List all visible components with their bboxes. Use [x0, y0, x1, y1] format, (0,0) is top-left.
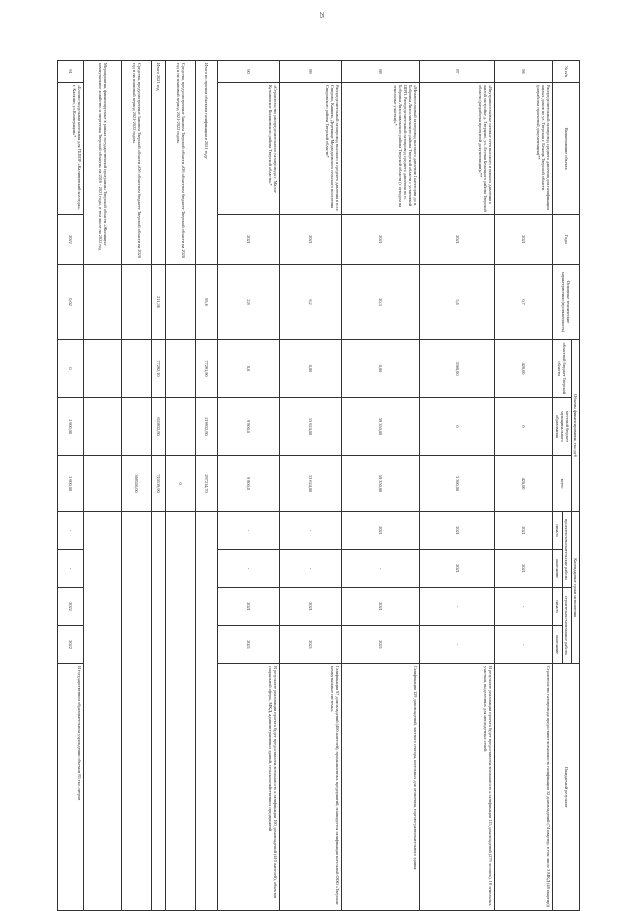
subtotal-row — [122, 61, 152, 911]
subtotal-fin-local: 219932,80 — [196, 398, 218, 456]
row-fin-subject: 0,0 — [218, 340, 280, 398]
row-num: 88 — [342, 61, 420, 83]
row-design-start: - — [280, 512, 342, 550]
row-fin-local: 9 800,0 — [218, 398, 280, 456]
row-name: «Внутрипоселковые газовые сети высокого и низкого давления к жилой застройке д. Тверцово, ул. Лесная Бежецкого района Тверской области (разработка проектной документации)»** — [420, 83, 495, 215]
header-years: Годы — [553, 215, 580, 265]
row-design-end: - — [58, 550, 84, 588]
table-row — [495, 61, 553, 911]
header-design-end: окончание — [553, 550, 562, 588]
header-fin-subject: областной бюджет Тверской области — [553, 340, 571, 398]
subtotal-fin-subject — [84, 340, 122, 398]
row-constr-start: 2022 — [58, 588, 84, 626]
subtotal-fin-local: 633832,80 — [152, 398, 166, 456]
subtotal-empty — [122, 512, 152, 911]
subtotal-fin-subject: 77281,90 — [196, 340, 218, 398]
table-row — [342, 61, 420, 911]
subtotal-empty — [152, 512, 166, 911]
row-design-start: 2021 — [342, 512, 420, 550]
row-fin-local: 0 — [495, 398, 553, 456]
subtotal-fin-local — [84, 398, 122, 456]
row-constr-start: - — [495, 588, 553, 626]
row-fin-local: 13 624,00 — [280, 398, 342, 456]
row-constr-end: - — [420, 626, 495, 664]
row-design-end: - — [342, 550, 420, 588]
subtotal-fin-local — [122, 398, 152, 456]
row-constr-end: 2021 — [342, 626, 420, 664]
row-design-end: 2021 — [420, 550, 495, 588]
row-name: Распределительный газопровод высокого и среднего давления в п.г.т. Спирово, Кашино, Деревище Медведковского сельского поселения Спировского района Тверской области* — [280, 83, 342, 215]
row-num: 87 — [420, 61, 495, 83]
row-constr-start: - — [420, 588, 495, 626]
row-specs: 5,6 — [420, 265, 495, 340]
subtotal-fin-local — [166, 398, 196, 456]
row-fin-subject: 0 — [58, 340, 84, 398]
row-fin-subject: 420,00 — [495, 340, 553, 398]
row-design-end: 2021 — [495, 550, 553, 588]
row-specs: 0,02 — [58, 265, 84, 340]
row-result: В государственном образовательном учреждении объемом 85 тыс.литров — [58, 664, 84, 911]
row-years: 2021 — [495, 215, 553, 265]
table-row — [420, 61, 495, 911]
row-fin-total: 420,00 — [495, 456, 553, 512]
header-design-start: начало — [553, 512, 562, 550]
subtotal-specs — [84, 265, 122, 340]
header-fin-local: местный бюджет муниципального образования — [553, 398, 571, 456]
row-specs: 2,8 — [218, 265, 280, 340]
row-num: 91 — [58, 61, 84, 83]
row-name: «Межпоселковый газопровод высокого давления I категории до п. Бобровка Лихославльского района Тверской области с установкой ШРП. Распределительный газопровод среднего давления по п. Бобровка Лихославльского района Тверской области (с отводом на земельные участки)»* — [342, 83, 420, 215]
gasification-table — [57, 60, 580, 911]
subtotal-label: Средства, предусмотренные Законом Тверской области «Об областном бюджете Тверской области на 2020 год и на плановый период 2021-2022 годов» — [122, 61, 152, 265]
row-specs: 0,7 — [495, 265, 553, 340]
row-specs: 20,3 — [342, 265, 420, 340]
row-years: 2021 — [420, 215, 495, 265]
row-num: 90 — [218, 61, 280, 83]
subtotal-fin-total: 368550,00 — [122, 456, 152, 512]
subtotal-specs — [166, 265, 196, 340]
header-design: проектно-изыскательские работы — [562, 512, 571, 588]
table-row — [58, 61, 84, 911]
header-fin-total: всего — [553, 456, 571, 512]
subtotal-fin-subject — [122, 340, 152, 398]
subtotal-row — [152, 61, 166, 911]
subtotal-specs: 95,6 — [196, 265, 218, 340]
row-constr-end: 2022 — [58, 626, 84, 664]
subtotal-empty — [196, 512, 218, 911]
subtotal-fin-subject: 77282,10 — [152, 340, 166, 398]
row-name: Распределительный газопровод среднего давления для газификации жилых домов по ул. Тверская г. Бежецк Тверской области (разработка проектной документации)** — [495, 83, 553, 215]
subtotal-label: Мероприятия, финансируемые в рамках государственной программы Тверской области «Жилищно-коммунальное хозяйство и энергетика Тверской области» на 2016 - 2021 годы, в том числе на 2022 год — [84, 61, 122, 265]
row-fin-total: 13 624,00 — [280, 456, 342, 512]
rotated-sheet — [60, 60, 580, 910]
row-design-end: - — [218, 550, 280, 588]
row-result: В результате реализации проекта будет предоставлена возможность к газификации 115 домовладений (279 человек), 18 земельных участков, выделенных для многодетных семей — [420, 664, 495, 911]
row-fin-total: 1 600,00 — [58, 456, 84, 512]
row-fin-subject: 0,00 — [280, 340, 342, 398]
subtotal-specs — [122, 265, 152, 340]
header-constr-start: начало — [553, 588, 562, 626]
header-name: Наименование объекта — [553, 83, 580, 215]
subtotal-fin-total: 297214,70 — [196, 456, 218, 512]
subtotal-row — [196, 61, 218, 911]
row-design-start: - — [58, 512, 84, 550]
row-constr-end: 2021 — [218, 626, 280, 664]
row-years: 2022 — [58, 215, 84, 265]
subtotal-empty — [166, 512, 196, 911]
header-finance: Объемы финансирования, тыс.руб — [571, 340, 579, 512]
row-years: 2021 — [280, 215, 342, 265]
row-fin-local: 59 350,00 — [342, 398, 420, 456]
row-specs: 6,2 — [280, 265, 342, 340]
row-result: Газификация 129 домовладений, частного сектора, котельных для отопления, торгово-развлекательного здания — [342, 664, 420, 911]
row-fin-subject: 0,00 — [342, 340, 420, 398]
subtotal-fin-total: 0 — [166, 456, 196, 512]
row-num: 89 — [280, 61, 342, 83]
row-constr-start: 2021 — [342, 588, 420, 626]
row-constr-end: 2021 — [280, 626, 342, 664]
subtotal-label: Итого 2021 год — [152, 61, 166, 265]
row-design-start: 2021 — [495, 512, 553, 550]
row-design-end: - — [280, 550, 342, 588]
subtotal-empty — [84, 512, 122, 911]
row-constr-start: 2021 — [218, 588, 280, 626]
row-fin-total: 9 800,0 — [218, 456, 280, 512]
subtotal-fin-subject — [166, 340, 196, 398]
header-schedule: Календарные сроки исполнения — [571, 512, 579, 664]
subtotal-label: Средства, предусмотренные Законом Тверской области «Об областном бюджете Тверской области на 2020 год и на плановый период 2021-2022 годов» — [166, 61, 196, 265]
header-construction: строительно-монтажные работы — [562, 588, 571, 664]
subtotal-fin-total — [84, 456, 122, 512]
subtotal-label: Итого по прочим объектам газификации в 2021 году — [196, 61, 218, 265]
subtotal-row — [84, 61, 122, 911]
page-number: 25 — [318, 12, 324, 18]
row-name: «Блочно-модульная котельная для ГБПОУ «Калининский колледж», г. Калязин, ул.Кооперации»* — [58, 83, 84, 215]
row-name: «Строительство распределительного газопровода с. Малое Кузьминское Конаковского района Тверской области»* — [218, 83, 280, 215]
row-fin-total: 3 360,00 — [420, 456, 495, 512]
header-num: № п/п — [553, 61, 580, 83]
row-fin-local: 0 — [420, 398, 495, 456]
header-specs: Основные технические характеристики (протяженность) — [553, 265, 580, 340]
table-row — [218, 61, 280, 911]
row-result: Строительство газопровода предоставит возможность газификации 32 домовладений (74 квартир, в том числе 3 МКД (48 квартир)) — [495, 664, 553, 911]
row-num: 86 — [495, 61, 553, 83]
row-years: 2021 — [218, 215, 280, 265]
subtotal-specs: 211,36 — [152, 265, 166, 340]
subtotal-fin-total: 710519,90 — [152, 456, 166, 512]
row-fin-total: 59 350,00 — [342, 456, 420, 512]
row-constr-start: 2021 — [280, 588, 342, 626]
row-constr-end: - — [495, 626, 553, 664]
row-design-start: - — [218, 512, 280, 550]
row-design-start: 2021 — [420, 512, 495, 550]
header-constr-end: окончание — [553, 626, 562, 664]
header-result: Ожидаемый результат — [553, 664, 580, 911]
table-row — [280, 61, 342, 911]
row-years: 2021 — [342, 215, 420, 265]
row-result: В результате реализации проекта будет предоставлена возможность к газификации 160 домовладений (410 жителей), объектов социальной сферы, МКД, административных зданий, сельскохозяйственных предприятий — [218, 664, 280, 911]
row-result: Газификация 97 домовладений (400 жителей), промышленных предприятий, планируется газификация котельной ООО «Тверские коммунальные системы» — [280, 664, 342, 911]
row-fin-local: 1 600,00 — [58, 398, 84, 456]
subtotal-row — [166, 61, 196, 911]
row-fin-subject: 3360,00 — [420, 340, 495, 398]
